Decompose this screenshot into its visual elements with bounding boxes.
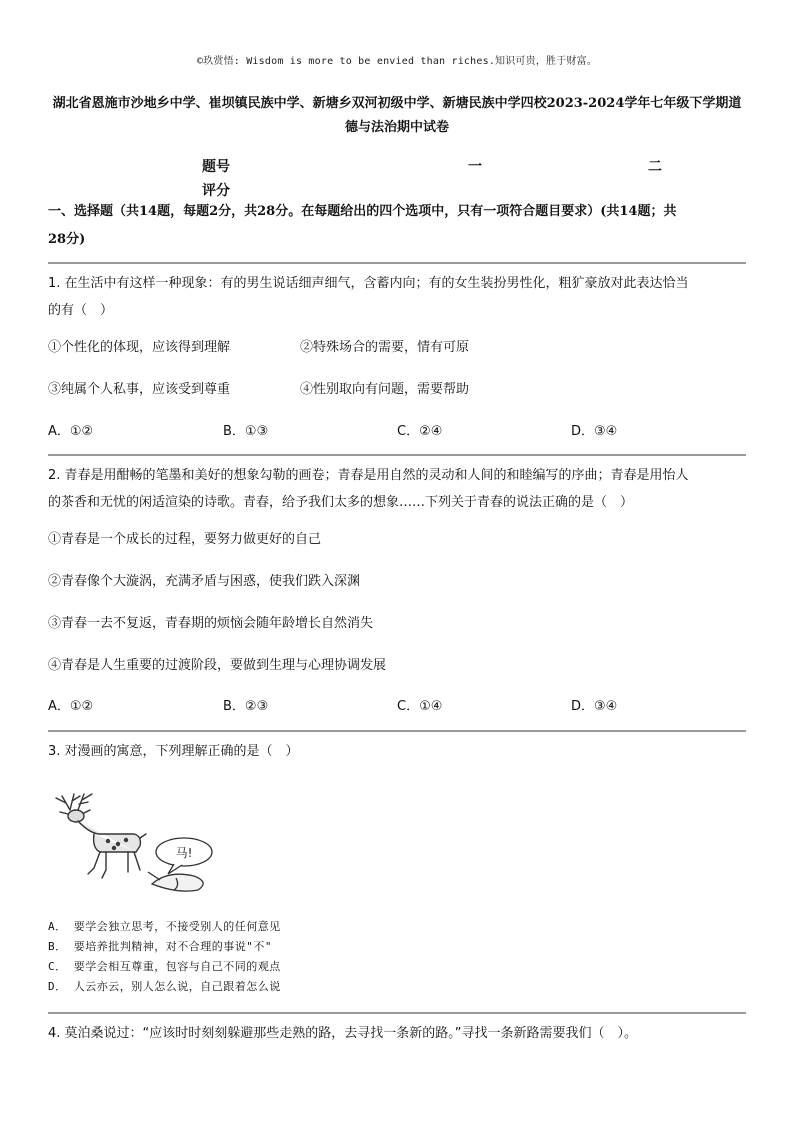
question-2-stem-line2: 的茶香和无忧的闲适渲染的诗歌。青春，给予我们太多的想象……下列关于青春的说法正确的是（ ） [48,495,634,510]
question-3-choice-b: B． 要培养批判精神，对不合理的事说"不" [48,940,272,953]
section-heading-line1: 一、选择题（共14题，每题2分，共28分。在每题给出的四个选项中，只有一项符合题目要求）(共14题；共 [48,204,677,219]
question-1-stem [48,270,748,324]
score-table-row-label: 评分 [202,183,230,199]
question-1-choice-d: D．③④ [571,424,618,439]
question-2-stem-line1: 2. 青春是用酣畅的笔墨和美好的想象勾勒的画卷；青春是用自然的灵动和人间的和睦编写的序曲；青春是用怡人 [48,468,689,483]
question-1-statement-2: ②特殊场合的需要，情有可原 [300,340,470,355]
divider [48,1012,746,1014]
question-2-choice-b: B．②③ [223,699,269,714]
question-2-statement-3: ③青春一去不复返，青春期的烦恼会随年龄增长自然消失 [48,616,374,631]
section-heading-line2: 28分) [48,232,86,247]
header-motto: ©玖赏悟: Wisdom is more to be envied than riches.知识可贵，胜于财富。 [196,56,598,67]
cartoon-deer-illustration [48,786,228,896]
question-2-choice-c: C．①④ [397,699,443,714]
divider [48,454,746,456]
question-3-choice-d: D． 人云亦云，别人怎么说，自己跟着怎么说 [48,980,281,993]
speech-bubble-text: 马! [175,846,193,860]
speech-bubble [156,838,212,874]
pointing-hand-icon [148,872,203,891]
divider [48,730,746,732]
exam-title-line2: 德与法治期中试卷 [344,120,449,135]
question-1-choice-c: C．②④ [397,424,443,439]
question-2-statement-1: ①青春是一个成长的过程，要努力做更好的自己 [48,532,322,547]
question-1-stem-line2: 的有（ ） [48,303,114,318]
question-1-statement-1: ①个性化的体现，应该得到理解 [48,340,231,355]
question-3-stem: 3. 对漫画的寓意，下列理解正确的是（ ） [48,744,299,759]
question-1-statement-3: ③纯属个人私事，应该受到尊重 [48,382,231,397]
question-1-stem-line1: 1. 在生活中有这样一种现象：有的男生说话细声细气，含蓄内向；有的女生装扮男性化，粗犷豪放对此表达恰当 [48,276,689,291]
question-3-choice-a: A． 要学会独立思考，不接受别人的任何意见 [48,920,281,933]
question-1-statement-4: ④性别取向有问题，需要帮助 [300,382,470,397]
question-3-choice-c: C． 要学会相互尊重，包容与自己不同的观点 [48,960,281,973]
score-table-col-label: 题号 [202,159,230,175]
question-2-stem [48,462,748,516]
question-1-choice-a: A．①② [48,424,94,439]
question-2-choice-d: D．③④ [571,699,618,714]
question-2-statement-4: ④青春是人生重要的过渡阶段，要做到生理与心理协调发展 [48,658,387,673]
score-table-col-1: 一 [468,159,482,175]
exam-title-line1: 湖北省恩施市沙地乡中学、崔坝镇民族中学、新塘乡双河初级中学、新塘民族中学四校2023-2024学年七年级下学期道 [52,96,742,111]
question-1-choice-b: B．①③ [223,424,269,439]
divider [48,262,746,264]
question-2-statement-2: ②青春像个大漩涡，充满矛盾与困惑，使我们跌入深渊 [48,574,361,589]
section-heading [48,198,748,254]
question-4-stem: 4. 莫泊桑说过：“应该时时刻刻躲避那些走熟的路，去寻找一条新的路。”寻找一条新路需要我们（ ）。 [48,1026,638,1041]
score-table-col-2: 二 [648,159,662,175]
question-2-choice-a: A．①② [48,699,94,714]
